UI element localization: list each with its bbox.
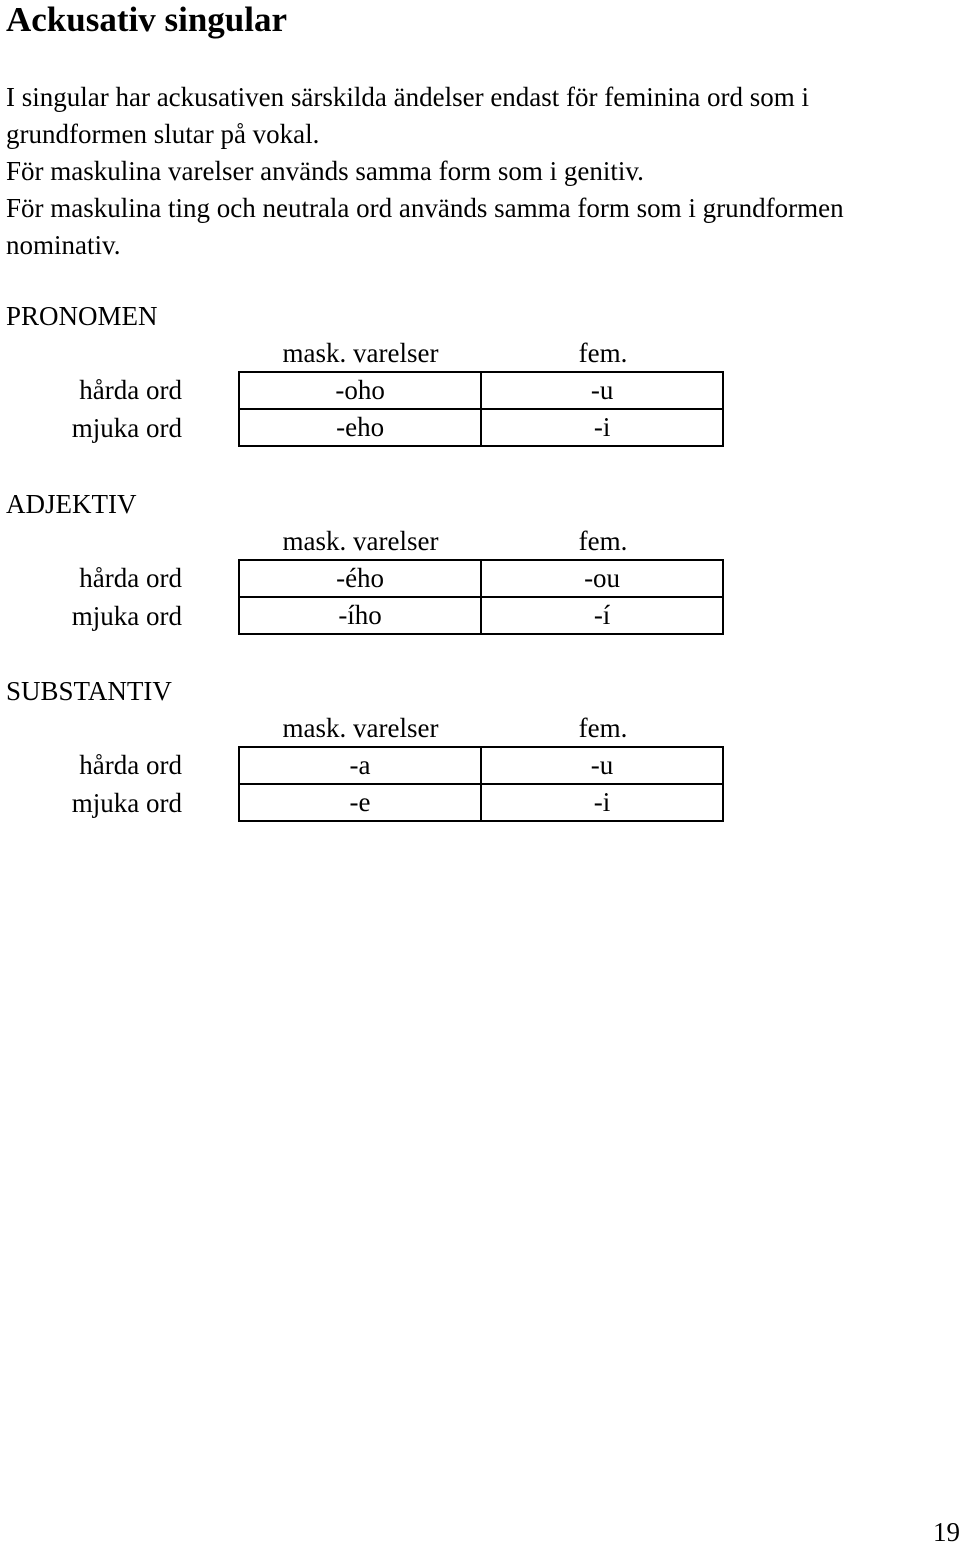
row-label: mjuka ord bbox=[71, 413, 182, 443]
intro-paragraph: I singular har ackusativen särskilda ändelser endast för feminina ord som i grundformen slutar på vokal. bbox=[6, 82, 809, 149]
intro-text bbox=[6, 79, 956, 264]
table-cell: -oho bbox=[239, 372, 481, 409]
row-label: mjuka ord bbox=[71, 601, 182, 631]
row-label: hårda ord bbox=[79, 563, 182, 593]
column-header-fem: fem. bbox=[578, 526, 628, 556]
table-cell: -eho bbox=[239, 409, 481, 446]
section-title: SUBSTANTIV bbox=[6, 676, 172, 706]
table-cell: -i bbox=[481, 409, 723, 446]
table-row bbox=[239, 409, 723, 446]
column-header-mask: mask. varelser bbox=[282, 526, 439, 556]
row-label: hårda ord bbox=[79, 375, 182, 405]
section-title: ADJEKTIV bbox=[6, 489, 137, 519]
table-cell: -u bbox=[481, 372, 723, 409]
table-cell: -i bbox=[481, 784, 723, 821]
column-header-fem: fem. bbox=[578, 338, 628, 368]
table-cell: -í bbox=[481, 597, 723, 634]
table-cell: -ího bbox=[239, 597, 481, 634]
column-header-fem: fem. bbox=[578, 713, 628, 743]
table-row bbox=[239, 597, 723, 634]
table-cell: -e bbox=[239, 784, 481, 821]
page-title: Ackusativ singular bbox=[6, 0, 288, 39]
ending-table bbox=[238, 746, 724, 822]
table-cell: -ou bbox=[481, 560, 723, 597]
column-header-mask: mask. varelser bbox=[282, 713, 439, 743]
row-label: mjuka ord bbox=[71, 788, 182, 818]
table-row bbox=[239, 784, 723, 821]
table-cell: -u bbox=[481, 747, 723, 784]
intro-paragraph: För maskulina varelser används samma form som i genitiv. bbox=[6, 156, 644, 186]
page-number: 19 bbox=[933, 1517, 960, 1547]
section-substantiv bbox=[0, 673, 960, 823]
section-adjektiv bbox=[0, 486, 960, 636]
table-cell: -a bbox=[239, 747, 481, 784]
intro-paragraph: För maskulina ting och neutrala ord används samma form som i grundformen nominativ. bbox=[6, 193, 844, 260]
table-row bbox=[239, 372, 723, 409]
section-title: PRONOMEN bbox=[6, 301, 158, 331]
table-row bbox=[239, 560, 723, 597]
section-pronomen bbox=[0, 298, 960, 448]
ending-table bbox=[238, 371, 724, 447]
ending-table bbox=[238, 559, 724, 635]
table-cell: -ého bbox=[239, 560, 481, 597]
column-header-mask: mask. varelser bbox=[282, 338, 439, 368]
table-row bbox=[239, 747, 723, 784]
row-label: hårda ord bbox=[79, 750, 182, 780]
